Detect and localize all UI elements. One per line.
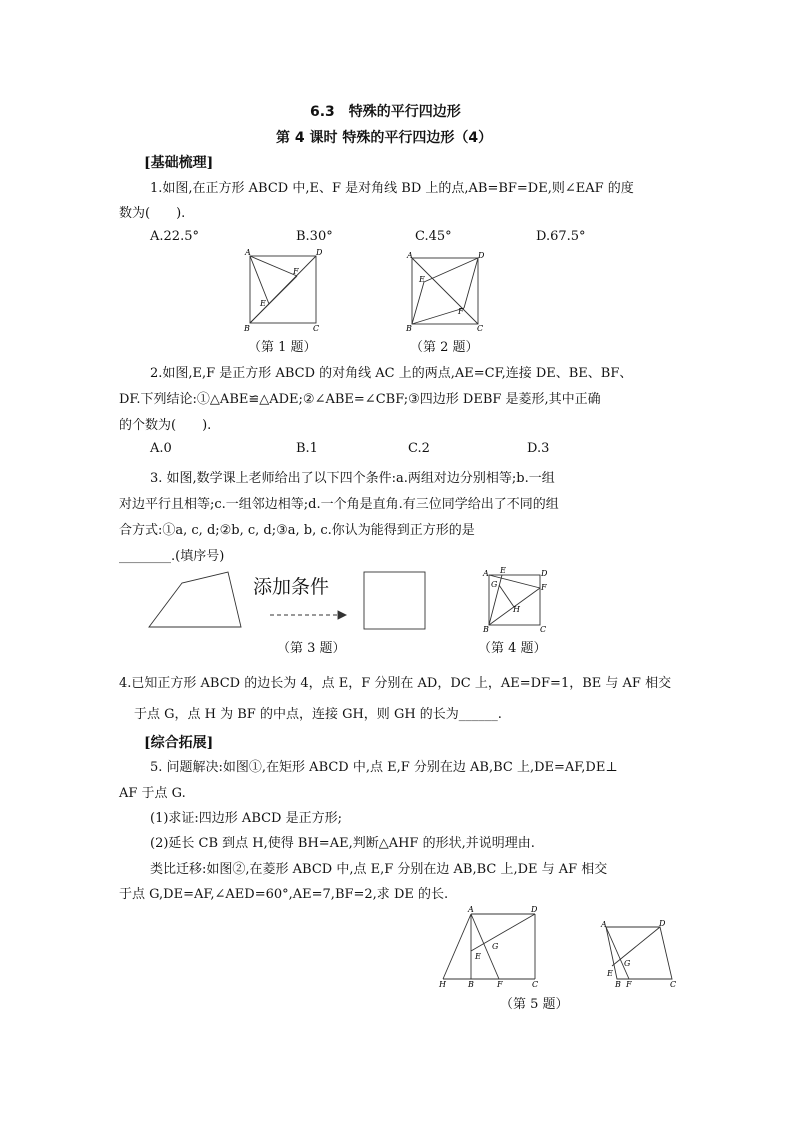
fig4-label-h: H — [513, 605, 520, 614]
fig1-label-a: A — [245, 248, 251, 257]
figure-1-caption: （第 1 题） — [248, 340, 317, 355]
q4-line2: 于点 G，点 H 为 BF 的中点，连接 GH，则 GH 的长为______. — [134, 707, 502, 722]
fig2-label-d: D — [478, 251, 485, 260]
figure-5-caption: （第 5 题） — [500, 997, 569, 1012]
fig4-label-c: C — [540, 625, 547, 634]
section-basic-heading: [基础梳理] — [144, 155, 214, 171]
q2-line3: 的个数为( ). — [119, 418, 212, 433]
fig1-label-c: C — [313, 324, 320, 333]
q1-line2: 数为( ). — [119, 206, 186, 221]
figure-2-caption: （第 2 题） — [410, 340, 479, 355]
q5-part1: (1)求证:四边形 ABCD 是正方形; — [150, 811, 342, 826]
q2-line1: 2.如图,E,F 是正方形 ABCD 的对角线 AC 上的两点,AE=CF,连接 DE、BE、BF、 — [150, 366, 633, 381]
fig2-label-e: E — [419, 275, 425, 284]
fig5a-label-h: H — [439, 980, 446, 989]
fig4-label-a: A — [483, 569, 489, 578]
fig5a-label-d: D — [531, 905, 538, 914]
figure-5-rhombus — [600, 920, 680, 988]
figure-1 — [244, 250, 324, 335]
fig2-label-b: B — [406, 324, 412, 333]
q1-line1: 1.如图,在正方形 ABCD 中,E、F 是对角线 BD 上的点,AB=BF=DE,则∠EAF 的度 — [150, 181, 634, 196]
q5-line4: 于点 G,DE=AF,∠AED=60°,AE=7,BF=2,求 DE 的长. — [119, 887, 449, 902]
q2-option-d: D.3 — [527, 441, 550, 456]
fig1-label-f: F — [293, 267, 299, 276]
fig5b-label-b: B — [615, 980, 621, 989]
fig2-label-a: A — [407, 251, 413, 260]
figure-5-rectangle — [437, 907, 547, 989]
fig5a-label-a: A — [468, 905, 474, 914]
page-subtitle: 第 4 课时 特殊的平行四边形（4） — [276, 130, 493, 146]
q4-line1: 4.已知正方形 ABCD 的边长为 4，点 E，F 分别在 AD，DC 上，AE=DF=1，BE 与 AF 相交 — [119, 676, 672, 691]
q3-line3: 合方式:①a, c, d;②b, c, d;③a, b, c.你认为能得到正方形的是 — [119, 523, 475, 538]
fig1-label-e: E — [260, 299, 266, 308]
figure-3-square — [362, 570, 428, 632]
q3-line2: 对边平行且相等;c.一组邻边相等;d.一个角是直角.有三位同学给出了不同的组 — [119, 497, 559, 512]
q1-option-b: B.30° — [296, 229, 333, 244]
fig5b-label-a: A — [601, 920, 607, 929]
fig5a-label-g: G — [492, 942, 499, 951]
fig5a-label-e: E — [475, 952, 481, 961]
q5-part2: (2)延长 CB 到点 H,使得 BH=AE,判断△AHF 的形状,并说明理由. — [150, 836, 535, 851]
q1-option-a: A.22.5° — [150, 229, 199, 244]
fig5b-label-f: F — [626, 980, 632, 989]
fig4-label-g: G — [491, 580, 498, 589]
fig5b-label-e: E — [607, 969, 613, 978]
q5-line2: AF 于点 G. — [119, 786, 186, 801]
fig5a-label-b: B — [468, 980, 474, 989]
q2-option-a: A.0 — [150, 441, 172, 456]
fig4-label-f: F — [541, 583, 547, 592]
page-title: 6.3 特殊的平行四边形 — [310, 104, 461, 120]
fig5b-label-c: C — [670, 980, 677, 989]
fig2-label-c: C — [477, 324, 484, 333]
fig2-label-f: F — [458, 307, 464, 316]
figure-3-condition-label: 添加条件 — [253, 576, 330, 598]
section-extension-heading: [综合拓展] — [144, 735, 214, 751]
fig4-label-b: B — [483, 625, 489, 634]
q2-option-c: C.2 — [408, 441, 430, 456]
fig5a-label-c: C — [532, 980, 539, 989]
q1-option-d: D.67.5° — [536, 229, 586, 244]
fig5a-label-f: F — [497, 980, 503, 989]
fig1-label-b: B — [244, 324, 250, 333]
q3-line4: ________.(填序号) — [119, 549, 225, 564]
figure-4-caption: （第 4 题） — [478, 641, 547, 656]
fig5b-label-g: G — [624, 959, 631, 968]
figure-2 — [406, 252, 486, 334]
q5-line3: 类比迁移:如图②,在菱形 ABCD 中,点 E,F 分别在边 AB,BC 上,DE 与 AF 相交 — [150, 862, 608, 877]
figure-3-quadrilateral — [146, 570, 246, 632]
figure-3-arrow — [268, 609, 348, 621]
q2-option-b: B.1 — [296, 441, 318, 456]
figure-4 — [482, 568, 548, 634]
fig4-label-e: E — [500, 566, 506, 575]
fig1-label-d: D — [316, 248, 323, 257]
q3-line1: 3. 如图,数学课上老师给出了以下四个条件:a.两组对边分别相等;b.一组 — [150, 471, 555, 486]
fig5b-label-d: D — [659, 919, 666, 928]
fig4-label-d: D — [541, 569, 548, 578]
q2-line2: DF.下列结论:①△ABE≌△ADE;②∠ABE=∠CBF;③四边形 DEBF 是菱形,其中正确 — [119, 392, 601, 407]
q1-option-c: C.45° — [415, 229, 452, 244]
q5-line1: 5. 问题解决:如图①,在矩形 ABCD 中,点 E,F 分别在边 AB,BC 上,DE=AF,DE⊥ — [150, 760, 618, 775]
figure-3-caption: （第 3 题） — [277, 641, 346, 656]
